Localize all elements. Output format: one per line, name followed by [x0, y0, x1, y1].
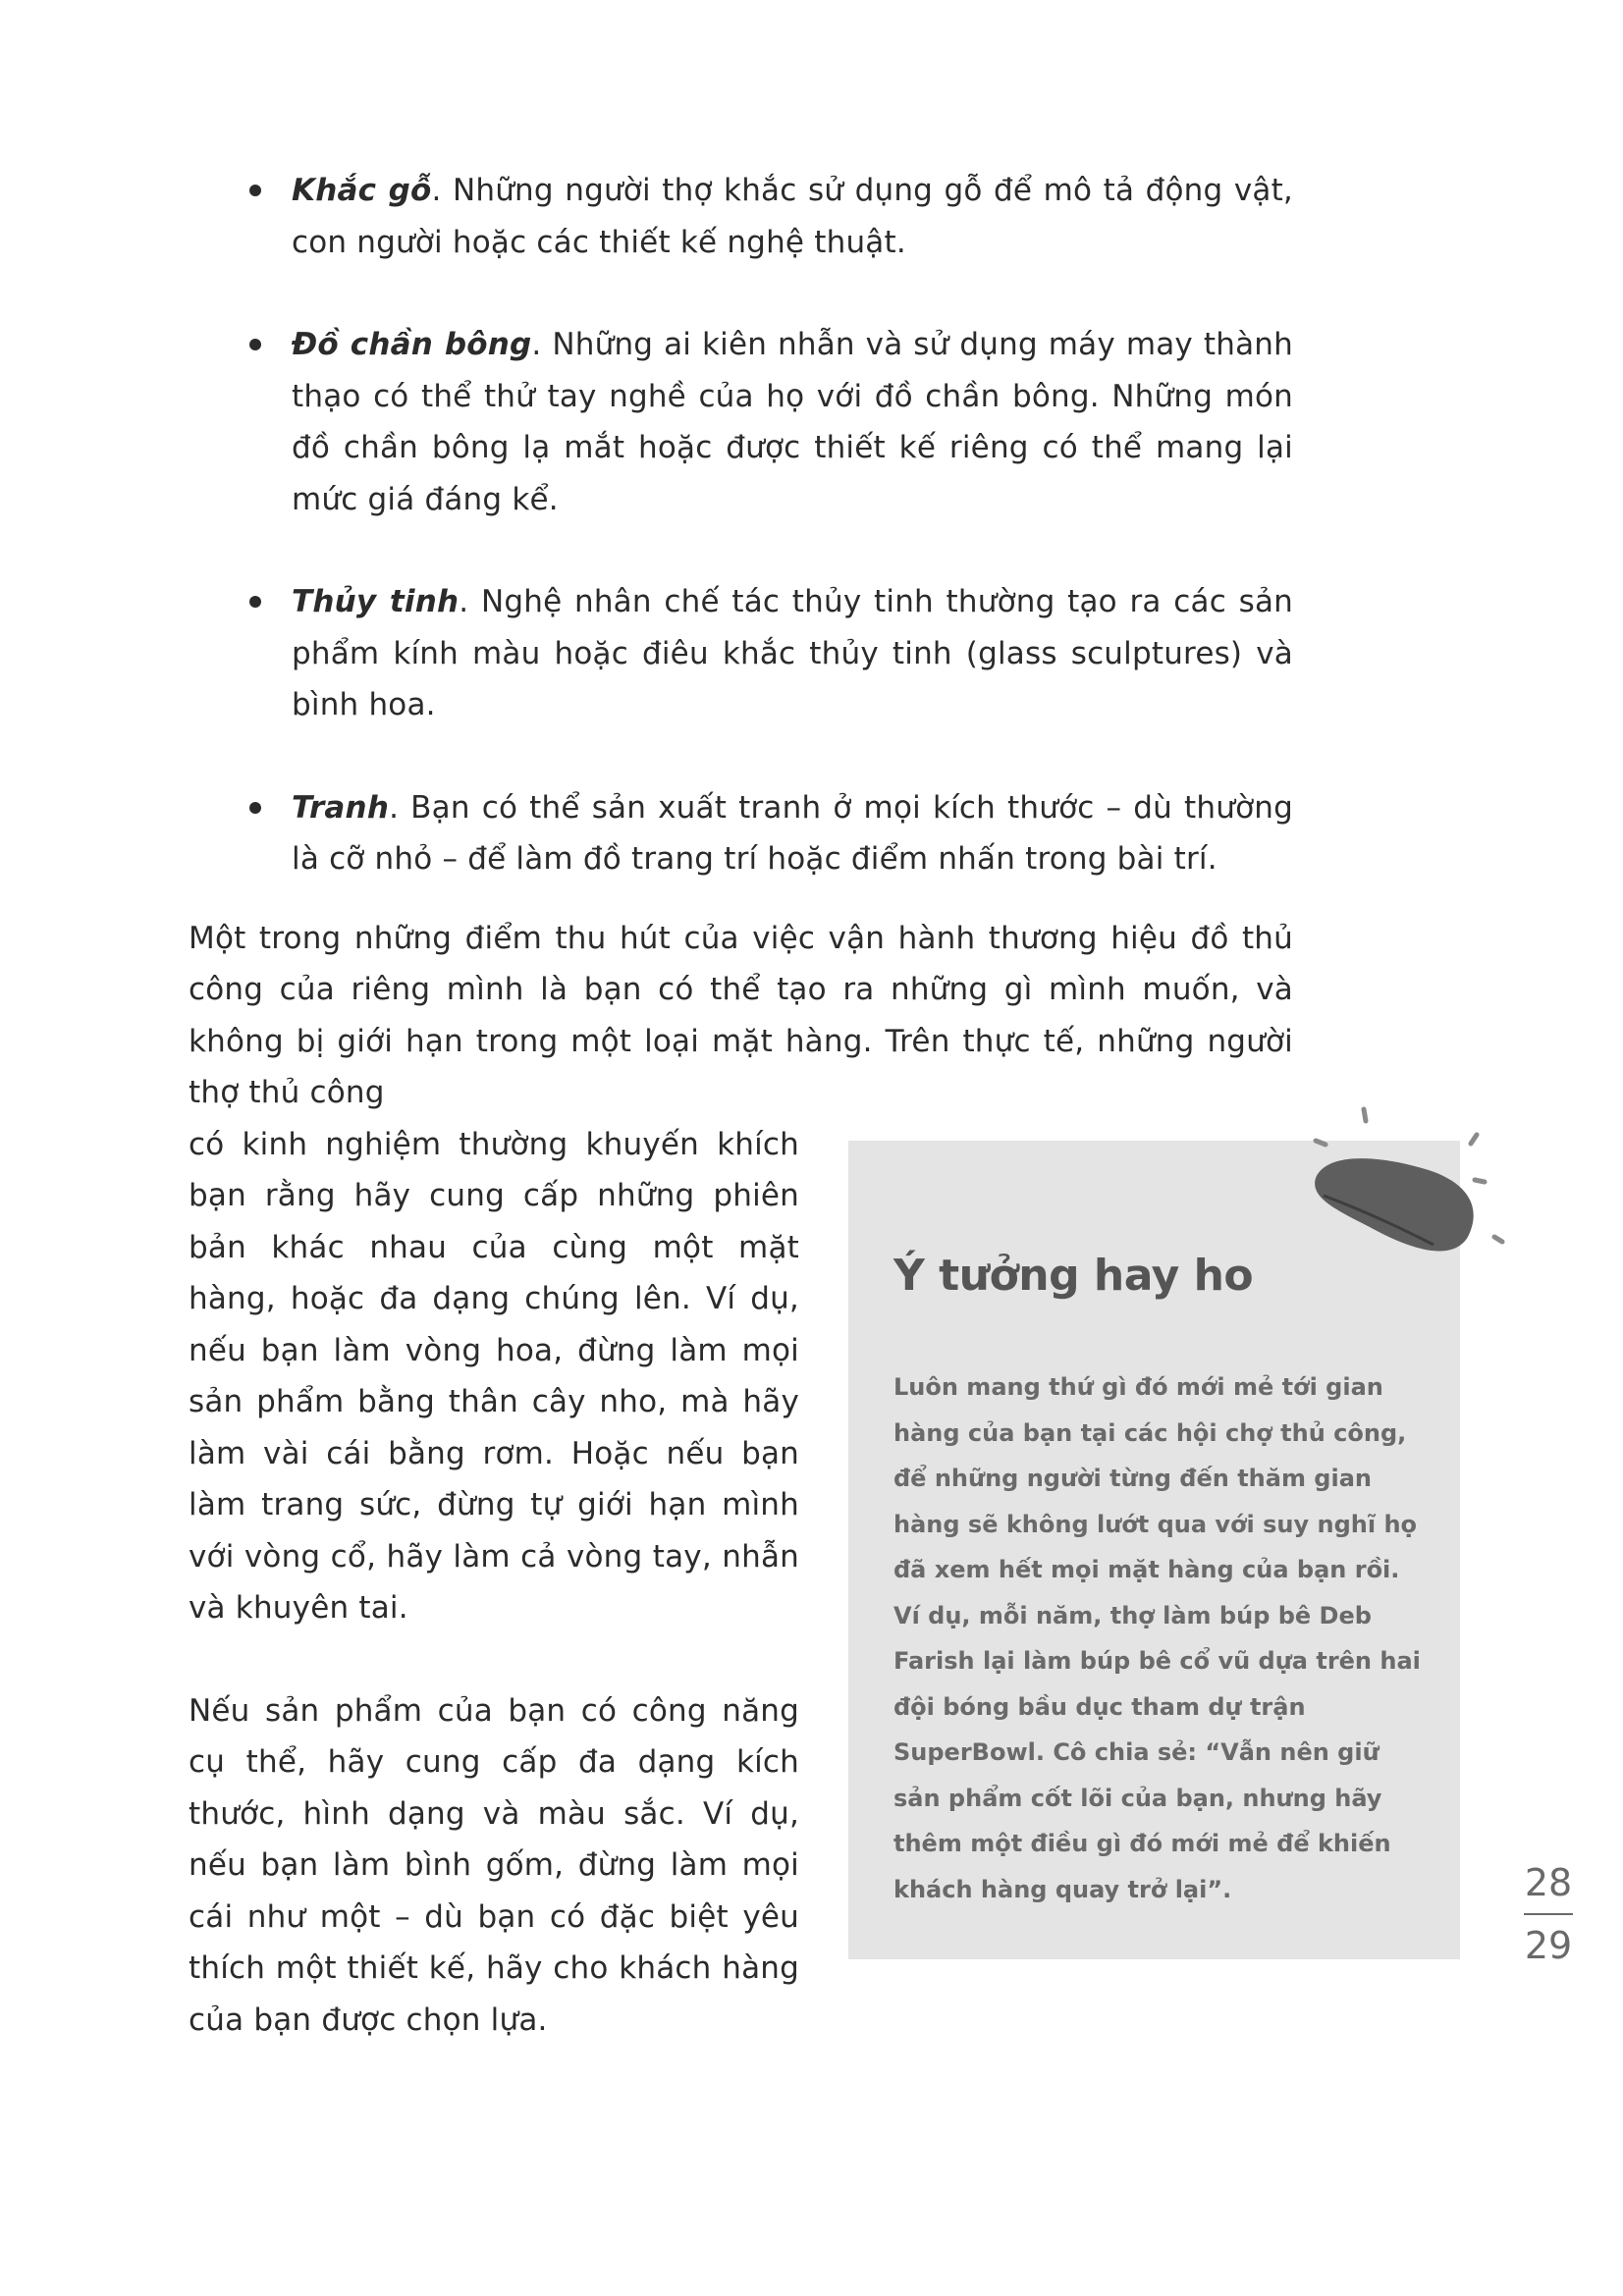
list-item [189, 576, 1293, 731]
tip-body-paragraph: Luôn mang thứ gì đó mới mẻ tới gian hàng của bạn tại các hội chợ thủ công, để những người từng đến thăm gian hàng sẽ không lướt qua với suy nghĩ họ đã xem hết mọi mặt hàng của bạn rồi. [893, 1373, 1418, 1583]
page-number [1522, 1860, 1575, 1968]
list-item-text: . Những ai kiên nhẫn và sử dụng máy may thành thạo có thể thử tay nghề của họ với đồ chần bông. Những món đồ chần bông lạ mắt hoặc được thiết kế riêng có thể mang lại mức giá đáng kể. [292, 327, 1293, 517]
list-item-term: Khắc gỗ [292, 173, 432, 208]
bullet-icon [249, 802, 261, 814]
bullet-icon [249, 185, 261, 196]
list-item-text: . Bạn có thể sản xuất tranh ở mọi kích thước – dù thường là cỡ nhỏ – để làm đồ trang trí hoặc điểm nhấn trong bài trí. [292, 789, 1293, 877]
paragraph-intro-continued: có kinh nghiệm thường khuyến khích bạn rằng hãy cung cấp những phiên bản khác nhau của cùng một mặt hàng, hoặc đa dạng chúng lên. Ví dụ, nếu bạn làm vòng hoa, đừng làm mọi sản phẩm bằng thân cây nho, mà hãy làm vài cái bằng rơm. Hoặc nếu bạn làm trang sức, đừng tự giới hạn mình với vòng cổ, hãy làm cả vòng tay, nhẫn và khuyên tai. [189, 1126, 799, 1626]
list-item-term: Đồ chần bông [292, 327, 532, 362]
paragraph-variety: Nếu sản phẩm của bạn có công năng cụ thể, hãy cung cấp đa dạng kích thước, hình dạng và màu sắc. Ví dụ, nếu bạn làm bình gốm, đừng làm mọi cái như một – dù bạn có đặc biệt yêu thích một thiết kế, hãy cho khách hàng của bạn được chọn lựa. [189, 1692, 799, 2038]
list-item [189, 165, 1293, 268]
page-number-right: 29 [1524, 1924, 1573, 1967]
page-number-divider [1524, 1913, 1573, 1915]
tip-body-paragraph: Ví dụ, mỗi năm, thợ làm búp bê Deb Farish lại làm búp bê cổ vũ dựa trên hai đội bóng bầu dục tham dự trận SuperBowl. Cô chia sẻ: “Vẫn nên giữ sản phẩm cốt lõi của bạn, nhưng hãy thêm một điều gì đó mới mẻ để khiến khách hàng quay trở lại”. [893, 1601, 1421, 1903]
craft-type-list [189, 165, 1293, 885]
list-item [189, 319, 1293, 525]
list-item-text: . Những người thợ khắc sử dụng gỗ để mô tả động vật, con người hoặc các thiết kế nghệ thuật. [292, 173, 1293, 260]
list-item-term: Thủy tinh [292, 584, 460, 619]
tip-title: Ý tưởng hay ho [893, 1251, 1254, 1301]
page-number-left: 28 [1524, 1861, 1573, 1904]
tip-body [893, 1364, 1422, 1912]
lightbulb-burst-icon [1296, 1099, 1522, 1296]
bullet-icon [249, 596, 261, 608]
bullet-icon [249, 339, 261, 350]
list-item-term: Tranh [292, 789, 390, 826]
list-item [189, 782, 1293, 885]
paragraph-intro: Một trong những điểm thu hút của việc vận hành thương hiệu đồ thủ công của riêng mình là bạn có thể tạo ra những gì mình muốn, và không bị giới hạn trong một loại mặt hàng. Trên thực tế, những người thợ thủ công [189, 920, 1293, 1110]
list-item-text: . Nghệ nhân chế tác thủy tinh thường tạo ra các sản phẩm kính màu hoặc điêu khắc thủy tinh (glass sculptures) và bình hoa. [292, 584, 1293, 722]
